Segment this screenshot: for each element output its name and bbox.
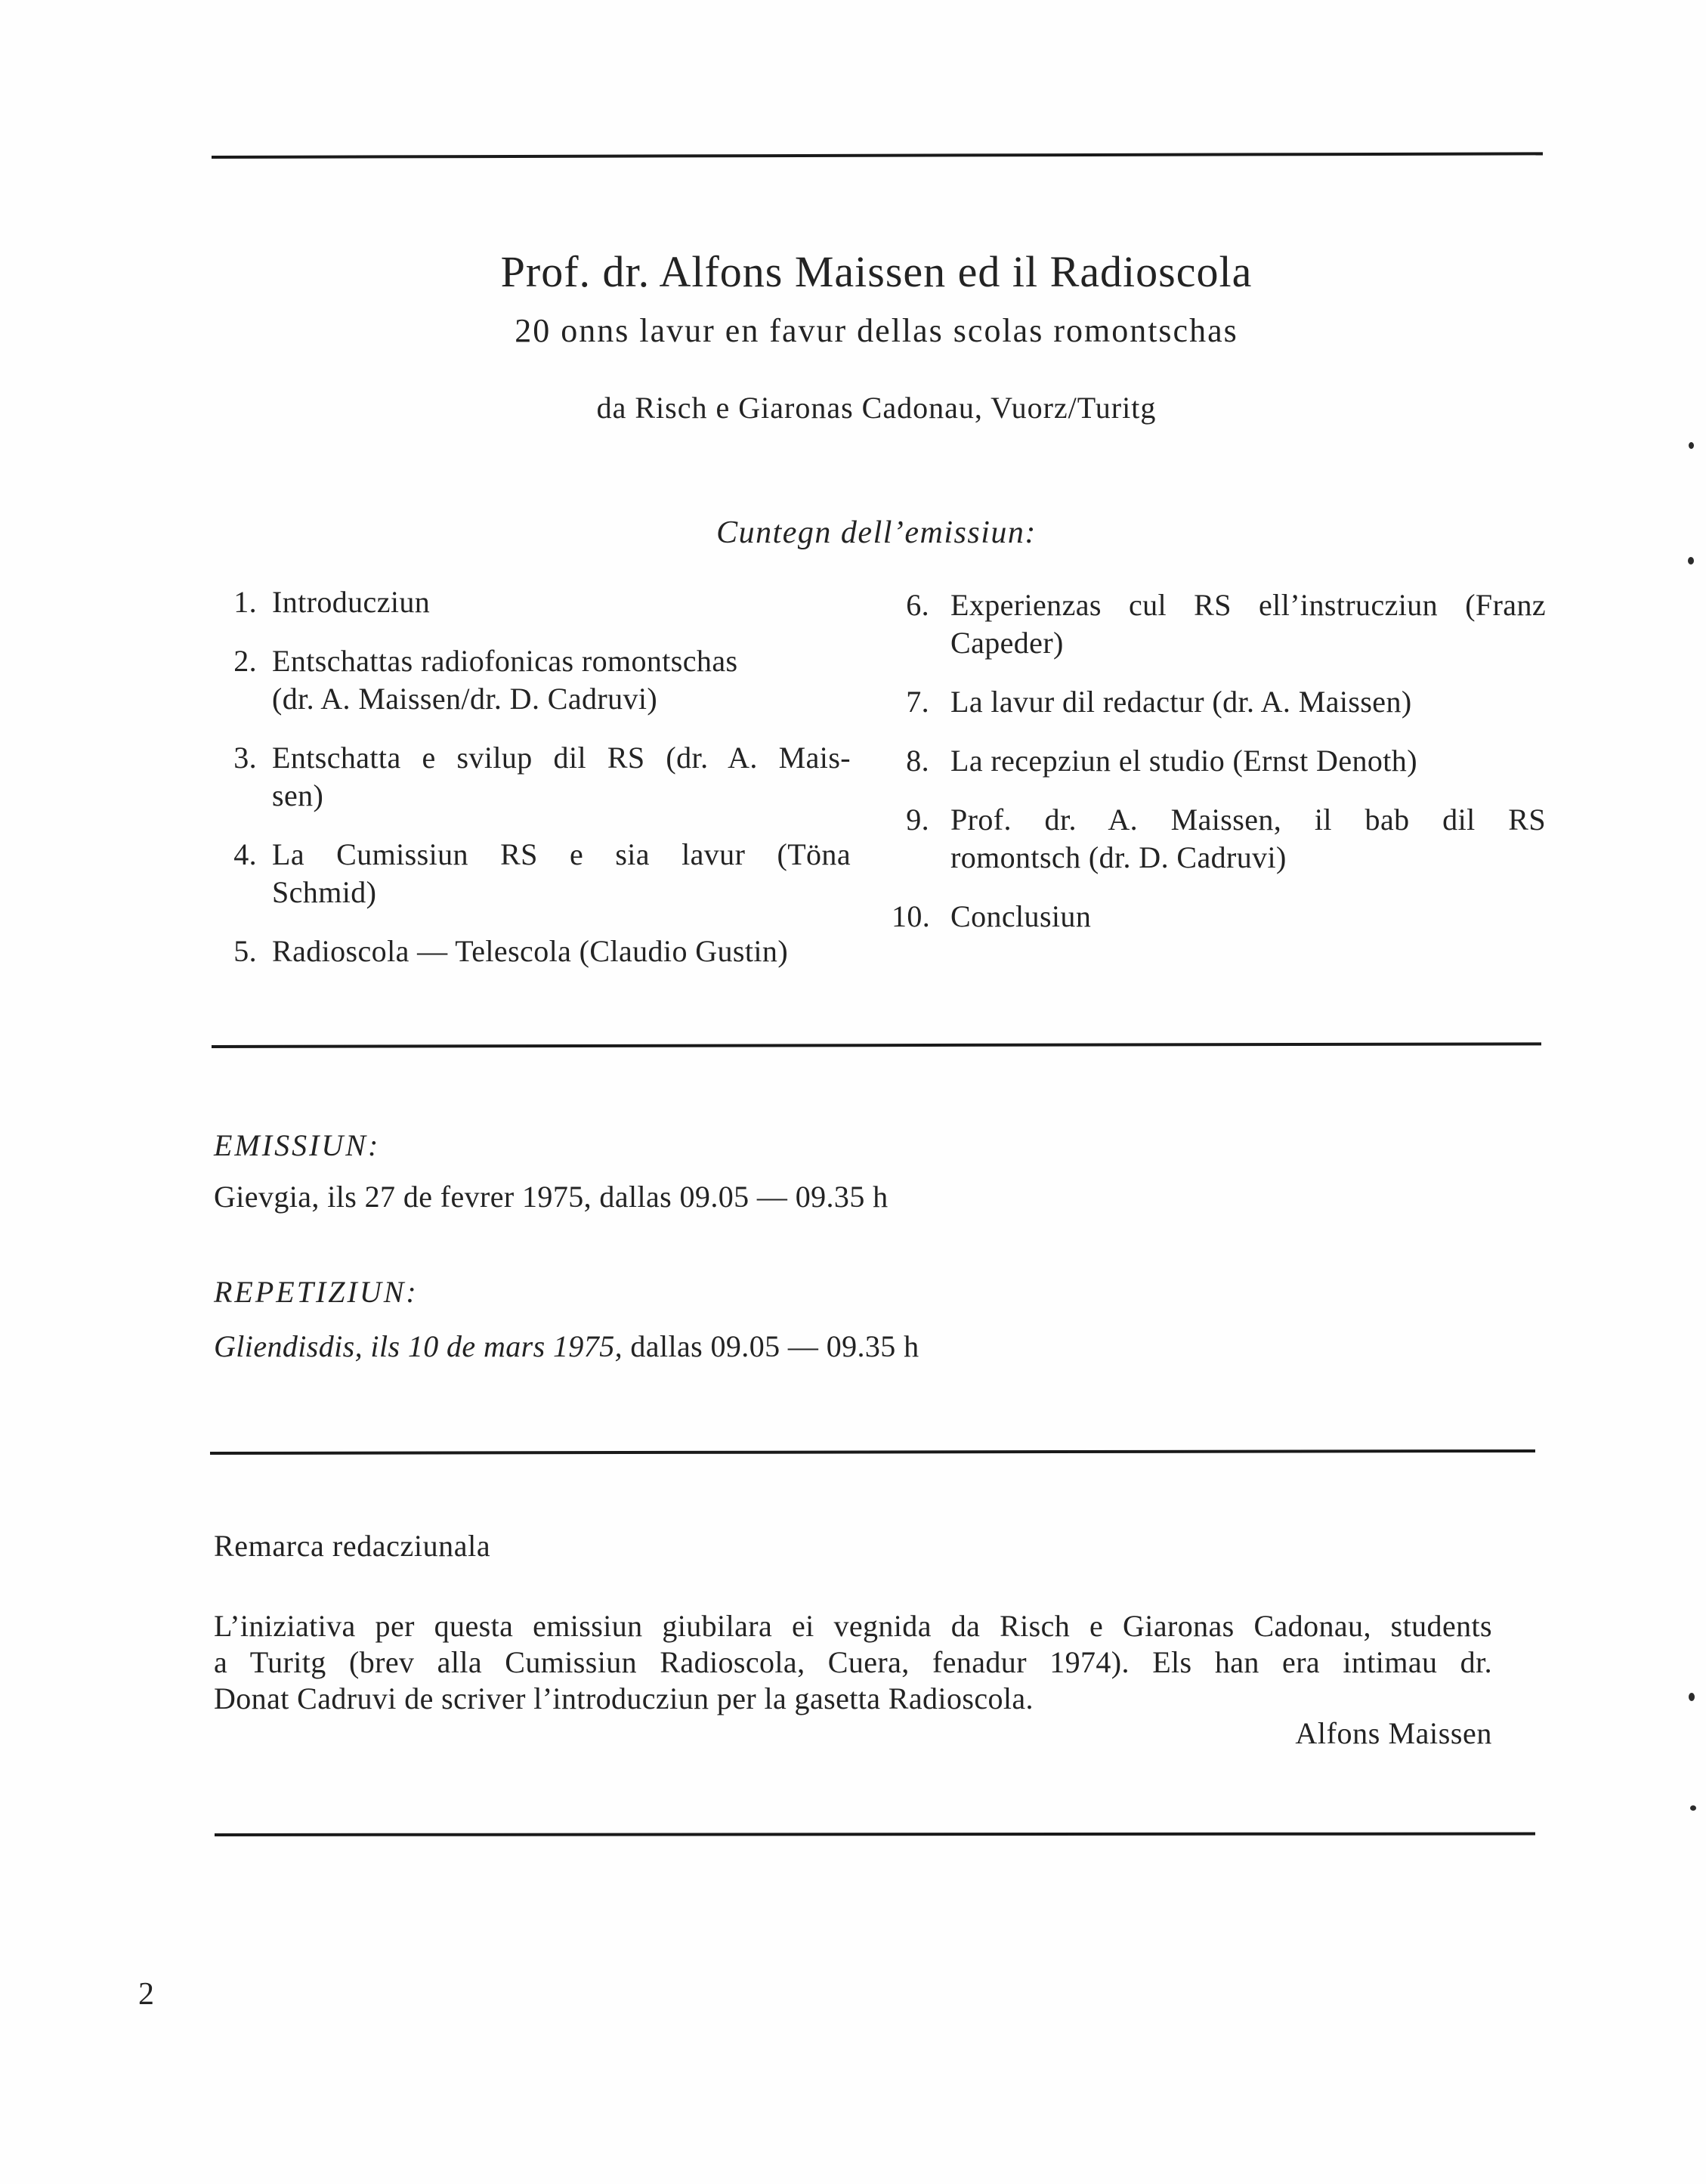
toc-item-text [272, 836, 851, 911]
horizontal-rule-top [212, 152, 1543, 159]
note-paragraph-line: L’iniziativa per questa emissiun giubilara ei vegnida da Risch e Giaronas Cadonau, students [214, 1609, 1492, 1643]
toc-item-text [272, 642, 851, 718]
note-paragraph-line: a Turitg (brev alla Cumissiun Radioscola, Cuera, fenadur 1974). Els han era intimau dr. [214, 1645, 1492, 1679]
toc-item [212, 583, 851, 621]
toc-item-line: Conclusiun [950, 899, 1092, 933]
toc-item-text [272, 933, 851, 970]
toc-item [892, 742, 1546, 780]
repetition-label: REPETIZIUN: [214, 1275, 419, 1309]
toc-item [212, 933, 851, 970]
contents-column-left [212, 583, 851, 991]
toc-item-number: 3. [233, 741, 257, 775]
toc-item-text [950, 898, 1546, 936]
repetition-detail [214, 1330, 919, 1363]
page-title: Prof. dr. Alfons Maissen ed il Radioscola [500, 247, 1253, 296]
toc-item-number: 8. [906, 744, 929, 778]
toc-item-line: Schmid) [272, 875, 377, 909]
toc-item-line: romontsch (dr. D. Cadruvi) [950, 840, 1287, 874]
toc-item-line: Capeder) [950, 626, 1064, 660]
emission-detail: Gievgia, ils 27 de fevrer 1975, dallas 09.05 — 09.35 h [214, 1180, 889, 1214]
toc-item-number: 7. [906, 685, 929, 719]
toc-item-line: Entschattas radiofonicas romontschas [272, 644, 738, 678]
toc-item [212, 739, 851, 815]
toc-item-line: Experienzas cul RS ell’instrucziun (Franz [950, 588, 1546, 622]
editorial-note-paragraph [214, 1608, 1492, 1717]
page-number: 2 [138, 1977, 154, 2012]
page-subtitle: 20 onns lavur en favur dellas scolas romontschas [515, 312, 1238, 349]
toc-item-number: 6. [906, 588, 929, 622]
toc-item [212, 642, 851, 718]
repetition-detail-date: Gliendisdis, ils 10 de mars 1975, [214, 1329, 623, 1363]
toc-item-number: 1. [233, 585, 257, 619]
toc-item-number: 10. [892, 899, 931, 933]
toc-item-number: 4. [233, 837, 257, 871]
toc-item [892, 898, 1546, 936]
toc-item-text [950, 586, 1546, 662]
toc-item [212, 836, 851, 911]
toc-item-line: La recepziun el studio (Ernst Denoth) [950, 744, 1417, 778]
contents-heading: Cuntegn dell’emissiun: [716, 515, 1037, 550]
toc-item-number: 5. [233, 934, 257, 968]
byline: da Risch e Giaronas Cadonau, Vuorz/Turitg [596, 391, 1157, 425]
toc-item-line: Radioscola — Telescola (Claudio Gustin) [272, 934, 789, 968]
toc-item-text [272, 583, 851, 621]
toc-item [892, 586, 1546, 662]
toc-item-text [950, 801, 1546, 877]
note-paragraph-line: Donat Cadruvi de scriver l’introducziun per la gasetta Radioscola. [214, 1681, 1034, 1715]
ink-speck [1690, 1805, 1696, 1811]
horizontal-rule-middle-2 [210, 1449, 1535, 1455]
signature: Alfons Maissen [1295, 1716, 1492, 1750]
horizontal-rule-bottom [215, 1832, 1535, 1836]
emission-label: EMISSIUN: [214, 1128, 381, 1162]
toc-item [892, 801, 1546, 877]
toc-item-line: Prof. dr. A. Maissen, il bab dil RS [950, 803, 1546, 837]
toc-item-number: 2. [233, 644, 257, 678]
toc-item-text [950, 683, 1546, 721]
repetition-detail-time: dallas 09.05 — 09.35 h [623, 1329, 919, 1363]
toc-item-line: Entschatta e svilup dil RS (dr. A. Mais- [272, 741, 851, 775]
contents-column-right [892, 586, 1546, 957]
editorial-note-heading: Remarca redacziunala [214, 1529, 491, 1563]
toc-item-text [272, 739, 851, 815]
toc-item [892, 683, 1546, 721]
horizontal-rule-middle-1 [212, 1042, 1541, 1048]
ink-speck [1689, 1693, 1695, 1701]
toc-item-number: 9. [906, 803, 929, 837]
toc-item-text [950, 742, 1546, 780]
ink-speck [1689, 442, 1694, 449]
toc-item-line: La Cumissiun RS e sia lavur (Töna [272, 837, 851, 871]
toc-item-line: sen) [272, 778, 324, 812]
toc-item-line: Introducziun [272, 585, 431, 619]
toc-item-line: La lavur dil redactur (dr. A. Maissen) [950, 685, 1412, 719]
toc-item-line: (dr. A. Maissen/dr. D. Cadruvi) [272, 682, 658, 716]
ink-speck [1688, 557, 1694, 565]
